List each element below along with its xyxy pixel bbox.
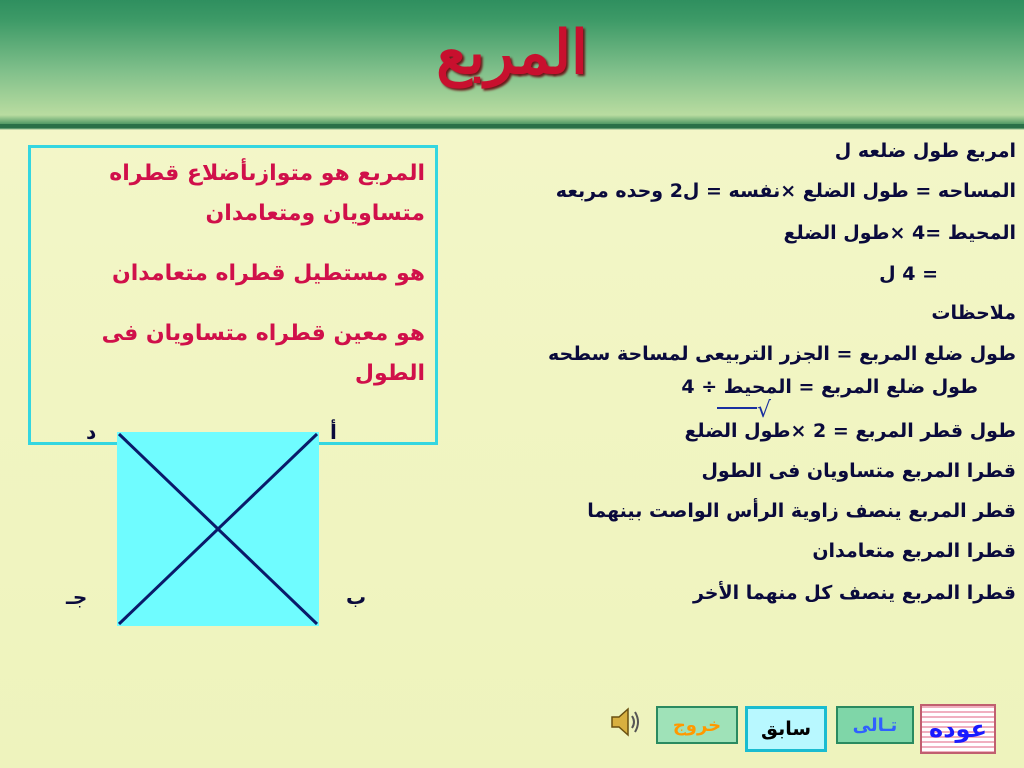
vertex-d-label: د <box>86 420 97 444</box>
line-notes-heading: ملاحظات <box>931 302 1016 324</box>
definition-parallelogram: المربع هو متوازىأضلاع قطراه متساويان ومتعامدان <box>109 161 425 226</box>
square-diagonals <box>117 432 319 626</box>
vertex-c-label: جـ <box>66 585 88 609</box>
vertex-b-label: ب <box>346 585 367 609</box>
line-diagonals-perpendicular: قطرا المربع متعامدان <box>812 540 1016 562</box>
exit-button[interactable]: خروج <box>656 706 738 744</box>
sqrt-sign: √ <box>757 398 772 423</box>
square-definitions-box <box>28 145 438 445</box>
definition-rhombus: هو معين قطراه متساويان فى الطول <box>101 321 425 386</box>
line-perimeter-result: = 4 ل <box>879 263 938 285</box>
home-button[interactable]: عوده <box>920 704 996 754</box>
sqrt-bar <box>717 407 757 409</box>
line-diagonal-bisects-angle: قطر المربع ينصف زاوية الرأس الواصت بينهما <box>587 500 1016 522</box>
line-side-from-perimeter: طول ضلع المربع = المحيط ÷ 4 <box>681 376 978 398</box>
header-divider <box>0 124 1024 128</box>
line-area: المساحه = طول الضلع ×نفسه = ل2 وحده مربعه <box>555 180 1016 202</box>
line-diagonal-length: طول قطر المربع = 2 ×طول الضلع <box>684 420 1016 442</box>
square-figure <box>117 432 319 626</box>
line-diagonals-bisect: قطرا المربع ينصف كل منهما الأخر <box>692 582 1016 604</box>
line-side-from-area: طول ضلع المربع = الجزر التربيعى لمساحة سطحه <box>547 343 1016 365</box>
line-diagonals-equal: قطرا المربع متساويان فى الطول <box>701 460 1016 482</box>
line-perimeter: المحيط =4 ×طول الضلع <box>783 222 1016 244</box>
slide-title: المربع <box>436 18 588 88</box>
line-definition: امربع طول ضلعه ل <box>834 140 1016 162</box>
previous-button[interactable]: سابق <box>745 706 827 752</box>
speaker-icon-graphic <box>606 702 646 742</box>
definition-rectangle: هو مستطيل قطراه متعامدان <box>111 261 425 286</box>
speaker-icon[interactable] <box>606 702 646 742</box>
next-button[interactable]: تـالى <box>836 706 914 744</box>
vertex-a-label: أ <box>330 420 337 444</box>
